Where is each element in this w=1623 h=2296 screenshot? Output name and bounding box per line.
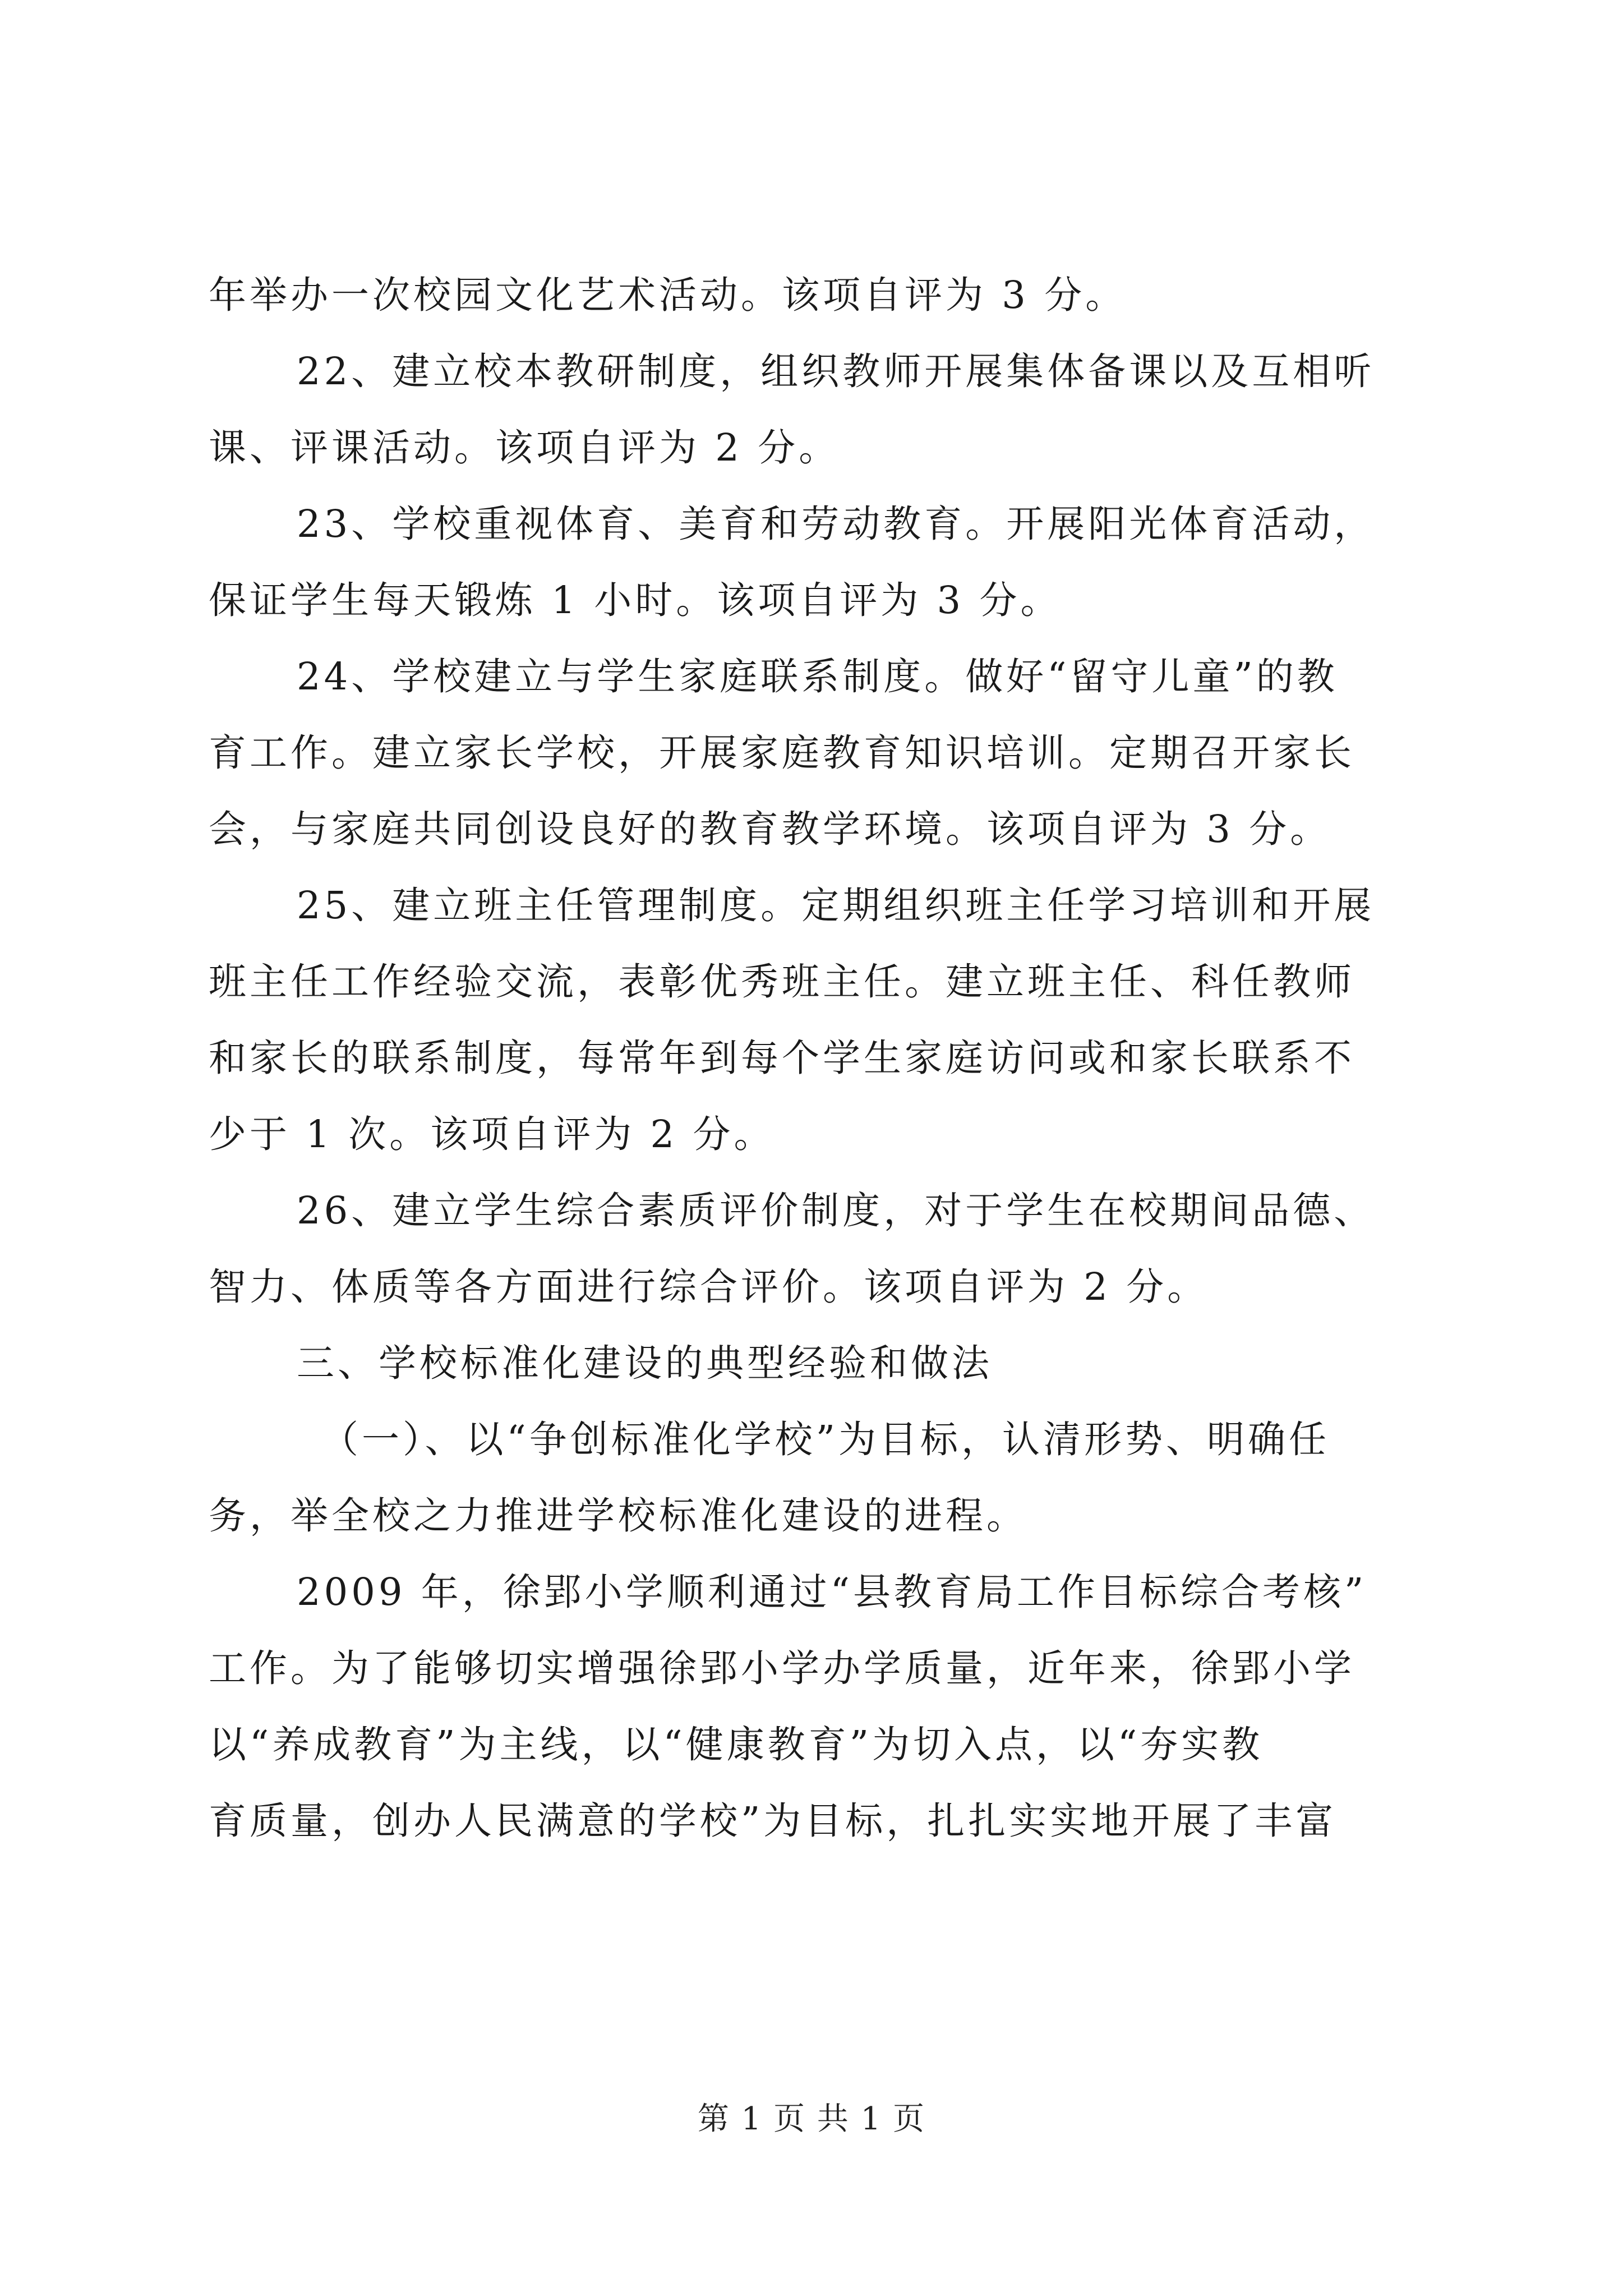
- document-body: [209, 257, 1414, 1859]
- text-line: 工作。为了能够切实增强徐郢小学办学质量，近年来，徐郢小学: [209, 1646, 1355, 1690]
- text-line: 年举办一次校园文化艺术活动。该项自评为 3 分。: [209, 273, 1127, 317]
- text-line: 以“养成教育”为主线，以“健康教育”为切入点，以“夯实教: [209, 1723, 1264, 1766]
- page-footer: [0, 2094, 1623, 2139]
- paragraph-item-25: 25、建立班主任管理制度。定期组织班主任学习培训和开展: [297, 884, 1375, 927]
- page-number-label: 第 1 页 共 1 页: [697, 2101, 926, 2137]
- text-line: 课、评课活动。该项自评为 2 分。: [209, 426, 840, 470]
- paragraph-item-24: 24、学校建立与学生家庭联系制度。做好“留守儿童”的教: [297, 655, 1338, 698]
- text-line: 智力、体质等各方面进行综合评价。该项自评为 2 分。: [209, 1265, 1209, 1309]
- text-line: 育工作。建立家长学校，开展家庭教育知识培训。定期召开家长: [209, 731, 1355, 775]
- paragraph-start: 2009 年，徐郢小学顺利通过“县教育局工作目标综合考核”: [297, 1570, 1367, 1614]
- paragraph-item-22: 22、建立校本教研制度，组织教师开展集体备课以及互相听: [297, 349, 1375, 393]
- section-heading: 三、学校标准化建设的典型经验和做法: [297, 1341, 993, 1385]
- text-line: 班主任工作经验交流，表彰优秀班主任。建立班主任、科任教师: [209, 960, 1355, 1004]
- paragraph-item-23: 23、学校重视体育、美育和劳动教育。开展阳光体育活动，: [297, 502, 1375, 546]
- text-line: 和家长的联系制度，每常年到每个学生家庭访问或和家长联系不: [209, 1036, 1355, 1080]
- subsection-heading: （一）、以“争创标准化学校”为目标，认清形势、明确任: [321, 1418, 1330, 1461]
- paragraph-item-26: 26、建立学生综合素质评价制度，对于学生在校期间品德、: [297, 1189, 1375, 1232]
- text-line: 育质量，创办人民满意的学校”为目标，扎扎实实地开展了丰富: [209, 1799, 1337, 1843]
- text-line: 保证学生每天锻炼 1 小时。该项自评为 3 分。: [209, 578, 1062, 622]
- text-line: 会，与家庭共同创设良好的教育教学环境。该项自评为 3 分。: [209, 807, 1331, 851]
- text-line: 务，举全校之力推进学校标准化建设的进程。: [209, 1494, 1027, 1538]
- text-line: 少于 1 次。该项自评为 2 分。: [209, 1112, 775, 1156]
